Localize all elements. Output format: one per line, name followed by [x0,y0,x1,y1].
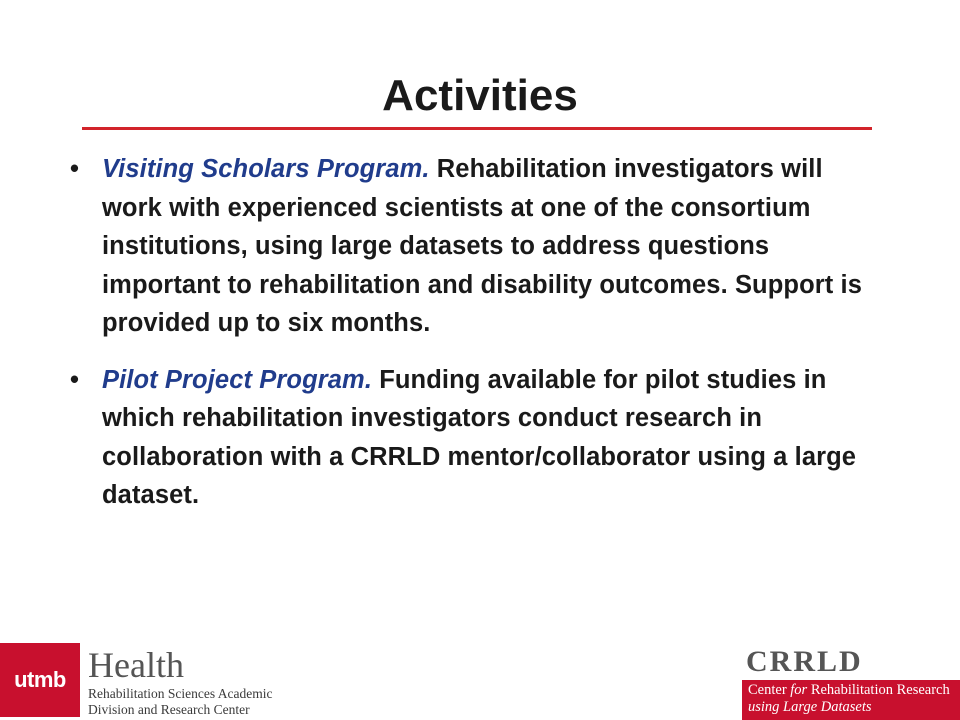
utmb-logo-subtitle-line2: Division and Research Center [88,702,250,717]
utmb-logo-subtitle [88,686,272,718]
crrld-line1-em: for [790,682,808,698]
utmb-logo-name: Health [88,645,184,685]
crrld-logo [742,646,960,720]
crrld-logo-subtitle-line2 [748,699,950,716]
bullet-dot-icon: • [70,365,80,394]
bullet-lead: Pilot Project Program. [102,365,373,394]
crrld-line1-post: Rehabilitation Research [807,682,950,698]
crrld-line1-pre: Center [748,682,791,698]
bullet-item-pilot-project [62,361,882,515]
bullet-lead: Visiting Scholars Program. [102,155,430,183]
slide-title: Activities [382,71,578,120]
utmb-logo-subtitle-line1: Rehabilitation Sciences Academic [88,686,273,701]
utmb-health-logo [0,640,282,720]
title-divider [82,127,872,130]
crrld-logo-subtitle [748,682,950,716]
crrld-logo-acronym: CRRLD [746,645,863,678]
utmb-logo-box [0,643,80,717]
crrld-line2-text: using Large Datasets [748,699,872,715]
bullet-dot-icon: • [70,155,80,183]
utmb-logo-mark: utmb [14,667,66,692]
bullet-text: Rehabilitation investigators will work with experienced scientists at one of the consortium institutions, using large datasets to address questions important to rehabilitation and disability outcomes. Support is provided up to six months. [102,155,863,337]
bullet-text: Funding available for pilot studies in which rehabilitation investigators conduct research in collaboration with a CRRLD mentor/collaborator using a large dataset. [102,365,857,509]
bullet-list [62,150,882,515]
bullet-item-visiting-scholars [62,150,882,343]
crrld-logo-subtitle-line1 [748,682,950,699]
